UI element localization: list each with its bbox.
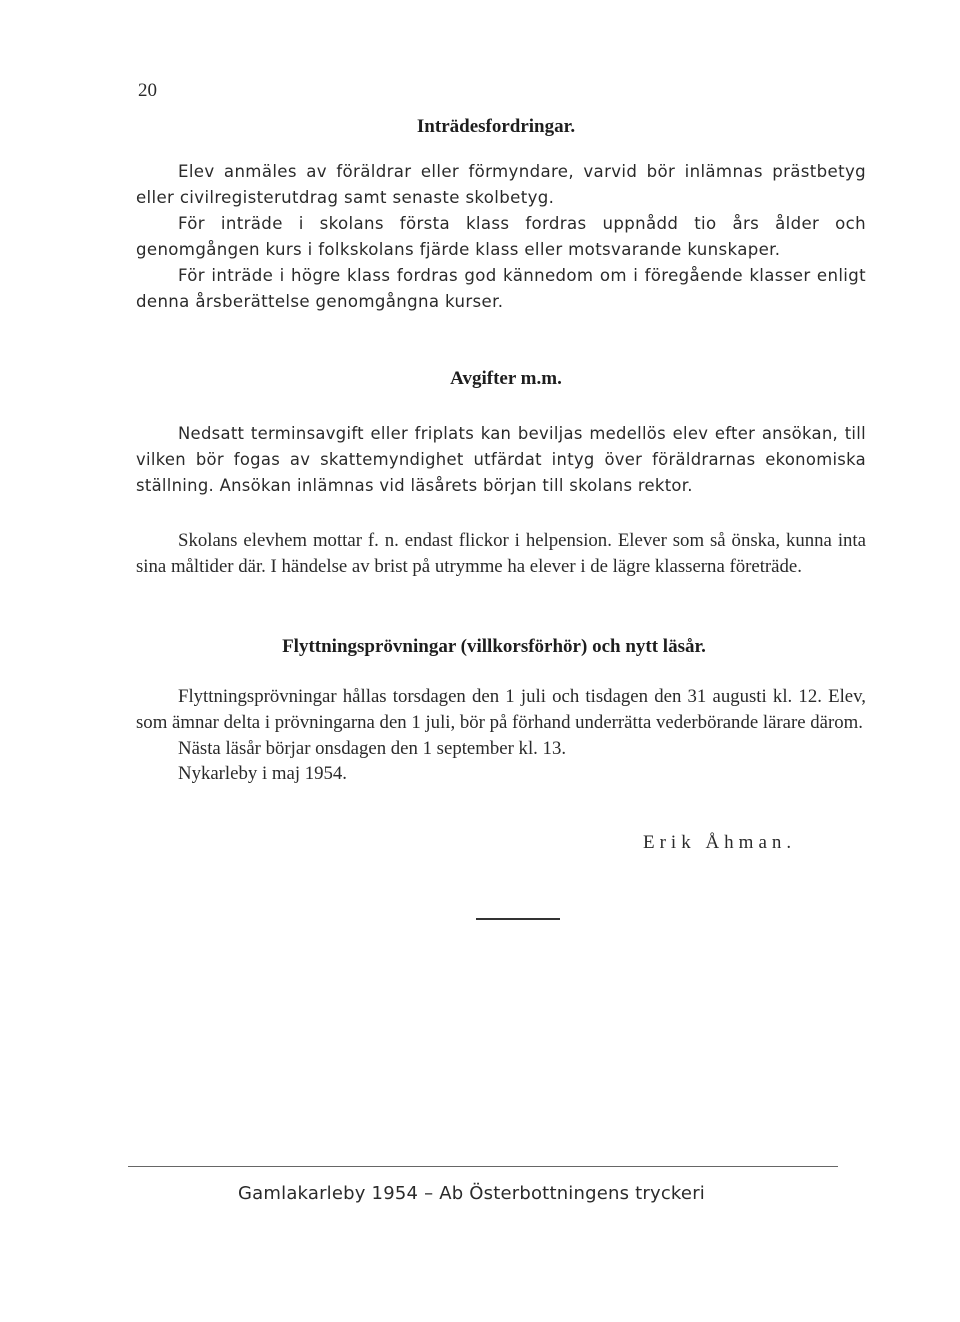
admission-paragraph-2: För inträde i skolans första klass fordras uppnådd tio års ålder och genomgången kurs i folkskolans fjärde klass eller motsvarande kunskaper. xyxy=(136,214,866,259)
fees-section-continued xyxy=(136,528,866,580)
printer-footer: Gamlakarleby 1954 – Ab Österbottningens tryckeri xyxy=(238,1183,705,1204)
admission-section xyxy=(136,159,866,315)
heading-fees: Avgifter m.m. xyxy=(450,368,562,389)
footer-divider xyxy=(128,1166,838,1167)
admission-paragraph-1: Elev anmäles av föräldrar eller förmyndare, varvid bör inlämnas prästbetyg eller civilregisterutdrag samt senaste skolbetyg. xyxy=(136,162,866,207)
heading-exams: Flyttningsprövningar (villkorsförhör) och nytt läsår. xyxy=(282,636,706,657)
exams-paragraph-2: Nästa läsår börjar onsdagen den 1 september kl. 13. xyxy=(178,737,567,759)
exams-paragraph-1: Flyttningsprövningar hållas torsdagen den 1 juli och tisdagen den 31 augusti kl. 12. Elev, som ämnar delta i prövningarna den 1 juli, bör på förhand underrätta vederbörande lärare därom. xyxy=(136,686,866,733)
heading-admission-requirements: Inträdesfordringar. xyxy=(416,116,576,137)
fees-section xyxy=(136,421,866,499)
page-number: 20 xyxy=(138,80,157,101)
short-divider xyxy=(476,918,560,920)
exams-paragraph-3: Nykarleby i maj 1954. xyxy=(178,763,347,785)
signature: Erik Åhman. xyxy=(643,832,797,853)
fees-paragraph-2: Skolans elevhem mottar f. n. endast flickor i helpension. Elever som så önska, kunna inta sina måltider där. I händelse av brist på utrymme ha elever i de lägre klasserna företräde. xyxy=(136,530,866,577)
fees-paragraph-1: Nedsatt terminsavgift eller friplats kan beviljas medellös elev efter ansökan, till vilken bör fogas av skattemyndighet utfärdat intyg över föräldrarnas ekonomiska ställning. Ansökan inlämnas vid läsårets början till skolans rektor. xyxy=(136,424,866,495)
exams-section xyxy=(136,684,866,787)
admission-paragraph-3: För inträde i högre klass fordras god kännedom om i föregående klasser enligt denna årsberättelse genomgångna kurser. xyxy=(136,266,866,311)
